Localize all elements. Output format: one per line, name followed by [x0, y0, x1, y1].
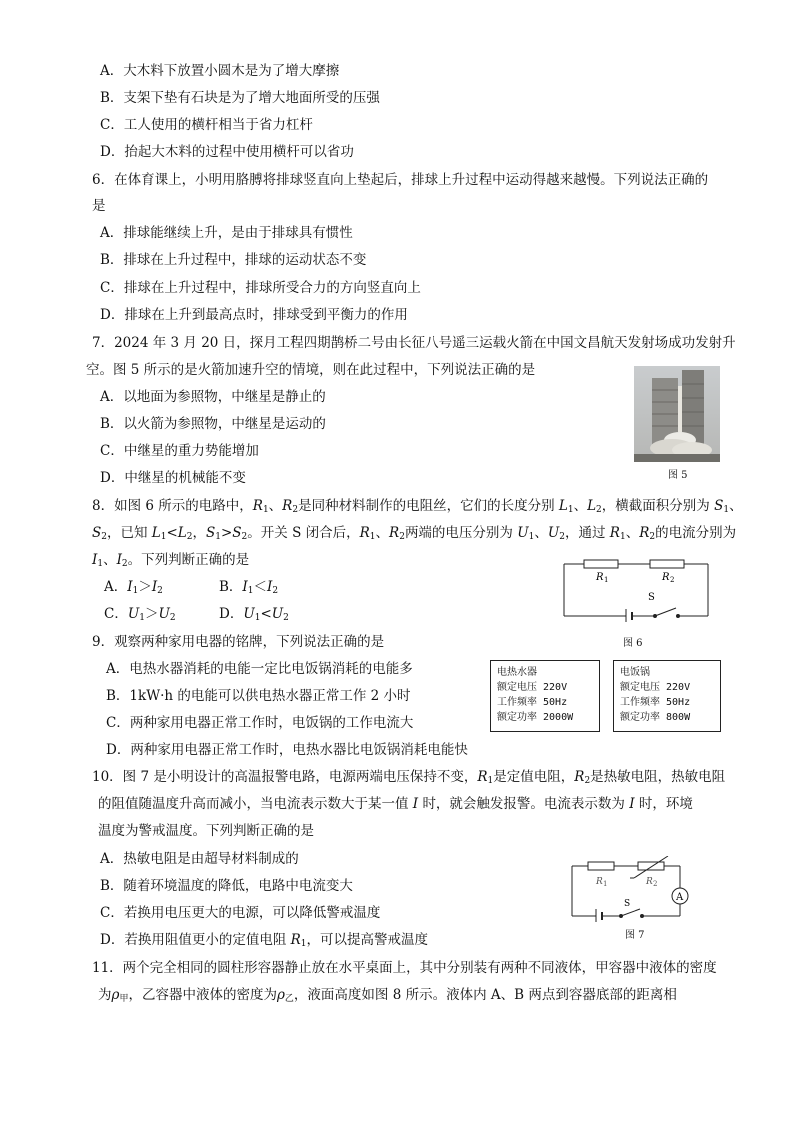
q8-option-b: B．$I_1<I_2$ — [219, 579, 279, 596]
label-switch: S — [648, 592, 655, 603]
resistor-r2 — [650, 560, 684, 568]
resistor-r1 — [584, 560, 618, 568]
q10-option-d: D．若换用阻值更小的定值电阻 $R_1$，可以提高警戒温度 — [100, 932, 429, 949]
label-switch: S — [624, 899, 631, 909]
q11-stem-line2: 为$\rho_甲$，乙容器中液体的密度为$\rho_乙$，液面高度如图 8 所示。液体内 A、B 两点到容器底部的距离相 — [98, 987, 677, 1004]
q7-stem: 7．2024 年 3 月 20 日，探月工程四期鹊桥二号由长征八号遥三运载火箭在中国文昌航天发射场成功发射升 — [92, 335, 736, 351]
switch — [621, 909, 640, 916]
q9-option-d: D．两种家用电器正常工作时，电热水器比电饭锅消耗电能快 — [106, 742, 468, 758]
svg-text:2: 2 — [653, 880, 658, 888]
figure-7-label: 图 7 — [625, 930, 645, 941]
q5-option-b: B．支架下垫有石块是为了增大地面所受的压强 — [100, 90, 380, 106]
fixed-resistor-r1 — [588, 862, 614, 870]
q9-option-b: B．1kW·h 的电能可以供电热水器正常工作 2 小时 — [106, 688, 411, 704]
q9-option-c: C．两种家用电器正常工作时，电饭锅的工作电流大 — [106, 715, 414, 731]
switch-s — [655, 608, 676, 616]
label-r1: R — [596, 877, 603, 887]
rocket-launch-photo — [634, 366, 720, 462]
rice-cooker-nameplate: 电饭锅 额定电压 220V 工作频率 50Hz 额定功率 800W — [613, 660, 721, 732]
q8-option-d: D．$U_1<U_2$ — [219, 606, 289, 623]
label-r2: R — [646, 877, 653, 887]
q7-stem-continued: 空。图 5 所示的是火箭加速升空的情境，则在此过程中，下列说法正确的是 — [86, 362, 536, 378]
label-r2: R — [662, 572, 670, 583]
q7-option-a: A．以地面为参照物，中继星是静止的 — [100, 389, 326, 405]
alarm-circuit-figure-7 — [566, 856, 696, 922]
q11-stem-line1: 11．两个完全相同的圆柱形容器静止放在水平桌面上，其中分别装有两种不同液体，甲容器中液体的密度 — [92, 960, 717, 976]
q7-option-c: C．中继星的重力势能增加 — [100, 443, 259, 459]
label-r1: R — [596, 572, 604, 583]
svg-text:1: 1 — [603, 880, 608, 888]
circuit-diagram-figure-6 — [560, 556, 712, 622]
q6-stem: 6．在体育课上，小明用胳膊将排球竖直向上垫起后，排球上升过程中运动得越来越慢。下列说法正确的 — [92, 172, 709, 188]
q10-option-b: B．随着环境温度的降低，电路中电流变大 — [100, 878, 353, 894]
label-r2-subscript: 2 — [670, 576, 675, 584]
q6-option-a: A．排球能继续上升，是由于排球具有惯性 — [100, 225, 353, 241]
figure-5-label: 图 5 — [668, 470, 688, 481]
ammeter-letter: A — [676, 892, 684, 903]
q8-stem-line1: 8．如图 6 所示的电路中，$R_1$、$R_2$是同种材料制作的电阻丝，它们的长度分别 $L_1$、$L_2$，横截面积分别为 $S_1$、 — [92, 498, 743, 515]
q10-stem-line2: 的阻值随温度升高而减小，当电流表示数大于某一值 I 时，就会触发报警。电流表示数为 I 时，环境 — [98, 796, 693, 812]
q6-option-b: B．排球在上升过程中，排球的运动状态不变 — [100, 252, 367, 268]
q5-option-a: A．大木料下放置小圆木是为了增大摩擦 — [100, 63, 340, 79]
q10-stem-line1: 10．图 7 是小明设计的高温报警电路，电源两端电压保持不变，$R_1$是定值电阻，$R_2$是热敏电阻，热敏电阻 — [92, 769, 726, 786]
q5-option-d: D．抬起大木料的过程中使用横杆可以省功 — [100, 144, 354, 160]
figure-6-label: 图 6 — [623, 638, 643, 649]
q6-option-d: D．排球在上升到最高点时，排球受到平衡力的作用 — [100, 307, 408, 323]
q6-option-c: C．排球在上升过程中，排球所受合力的方向竖直向上 — [100, 280, 421, 296]
q10-option-a: A．热敏电阻是由超导材料制成的 — [100, 851, 299, 867]
q8-option-c: C．$U_1>U_2$ — [104, 606, 176, 623]
q8-stem-line2: $S_2$，已知 $L_1<L_2$，$S_1>S_2$。开关 S 闭合后，$R_1$、$R_2$两端的电压分别为 $U_1$、$U_2$，通过 $R_1$、$R_2$的电流分别为 — [92, 525, 737, 542]
q10-option-c: C．若换用电压更大的电源，可以降低警戒温度 — [100, 905, 381, 921]
q6-stem-continued: 是 — [92, 198, 106, 214]
q7-option-b: B．以火箭为参照物，中继星是运动的 — [100, 416, 326, 432]
q8-option-a: A．$I_1>I_2$ — [104, 579, 163, 596]
thermistor-r2 — [638, 862, 664, 870]
q9-option-a: A．电热水器消耗的电能一定比电饭锅消耗的电能多 — [106, 661, 413, 677]
q8-stem-line3: $I_1$、$I_2$。下列判断正确的是 — [92, 552, 250, 569]
water-heater-nameplate: 电热水器 额定电压 220V 工作频率 50Hz 额定功率 2000W — [490, 660, 600, 732]
q5-option-c: C．工人使用的横杆相当于省力杠杆 — [100, 117, 313, 133]
label-r1-subscript: 1 — [604, 576, 609, 584]
q9-stem: 9．观察两种家用电器的铭牌，下列说法正确的是 — [92, 634, 385, 650]
q10-stem-line3: 温度为警戒温度。下列判断正确的是 — [98, 823, 314, 839]
q7-option-d: D．中继星的机械能不变 — [100, 470, 246, 486]
